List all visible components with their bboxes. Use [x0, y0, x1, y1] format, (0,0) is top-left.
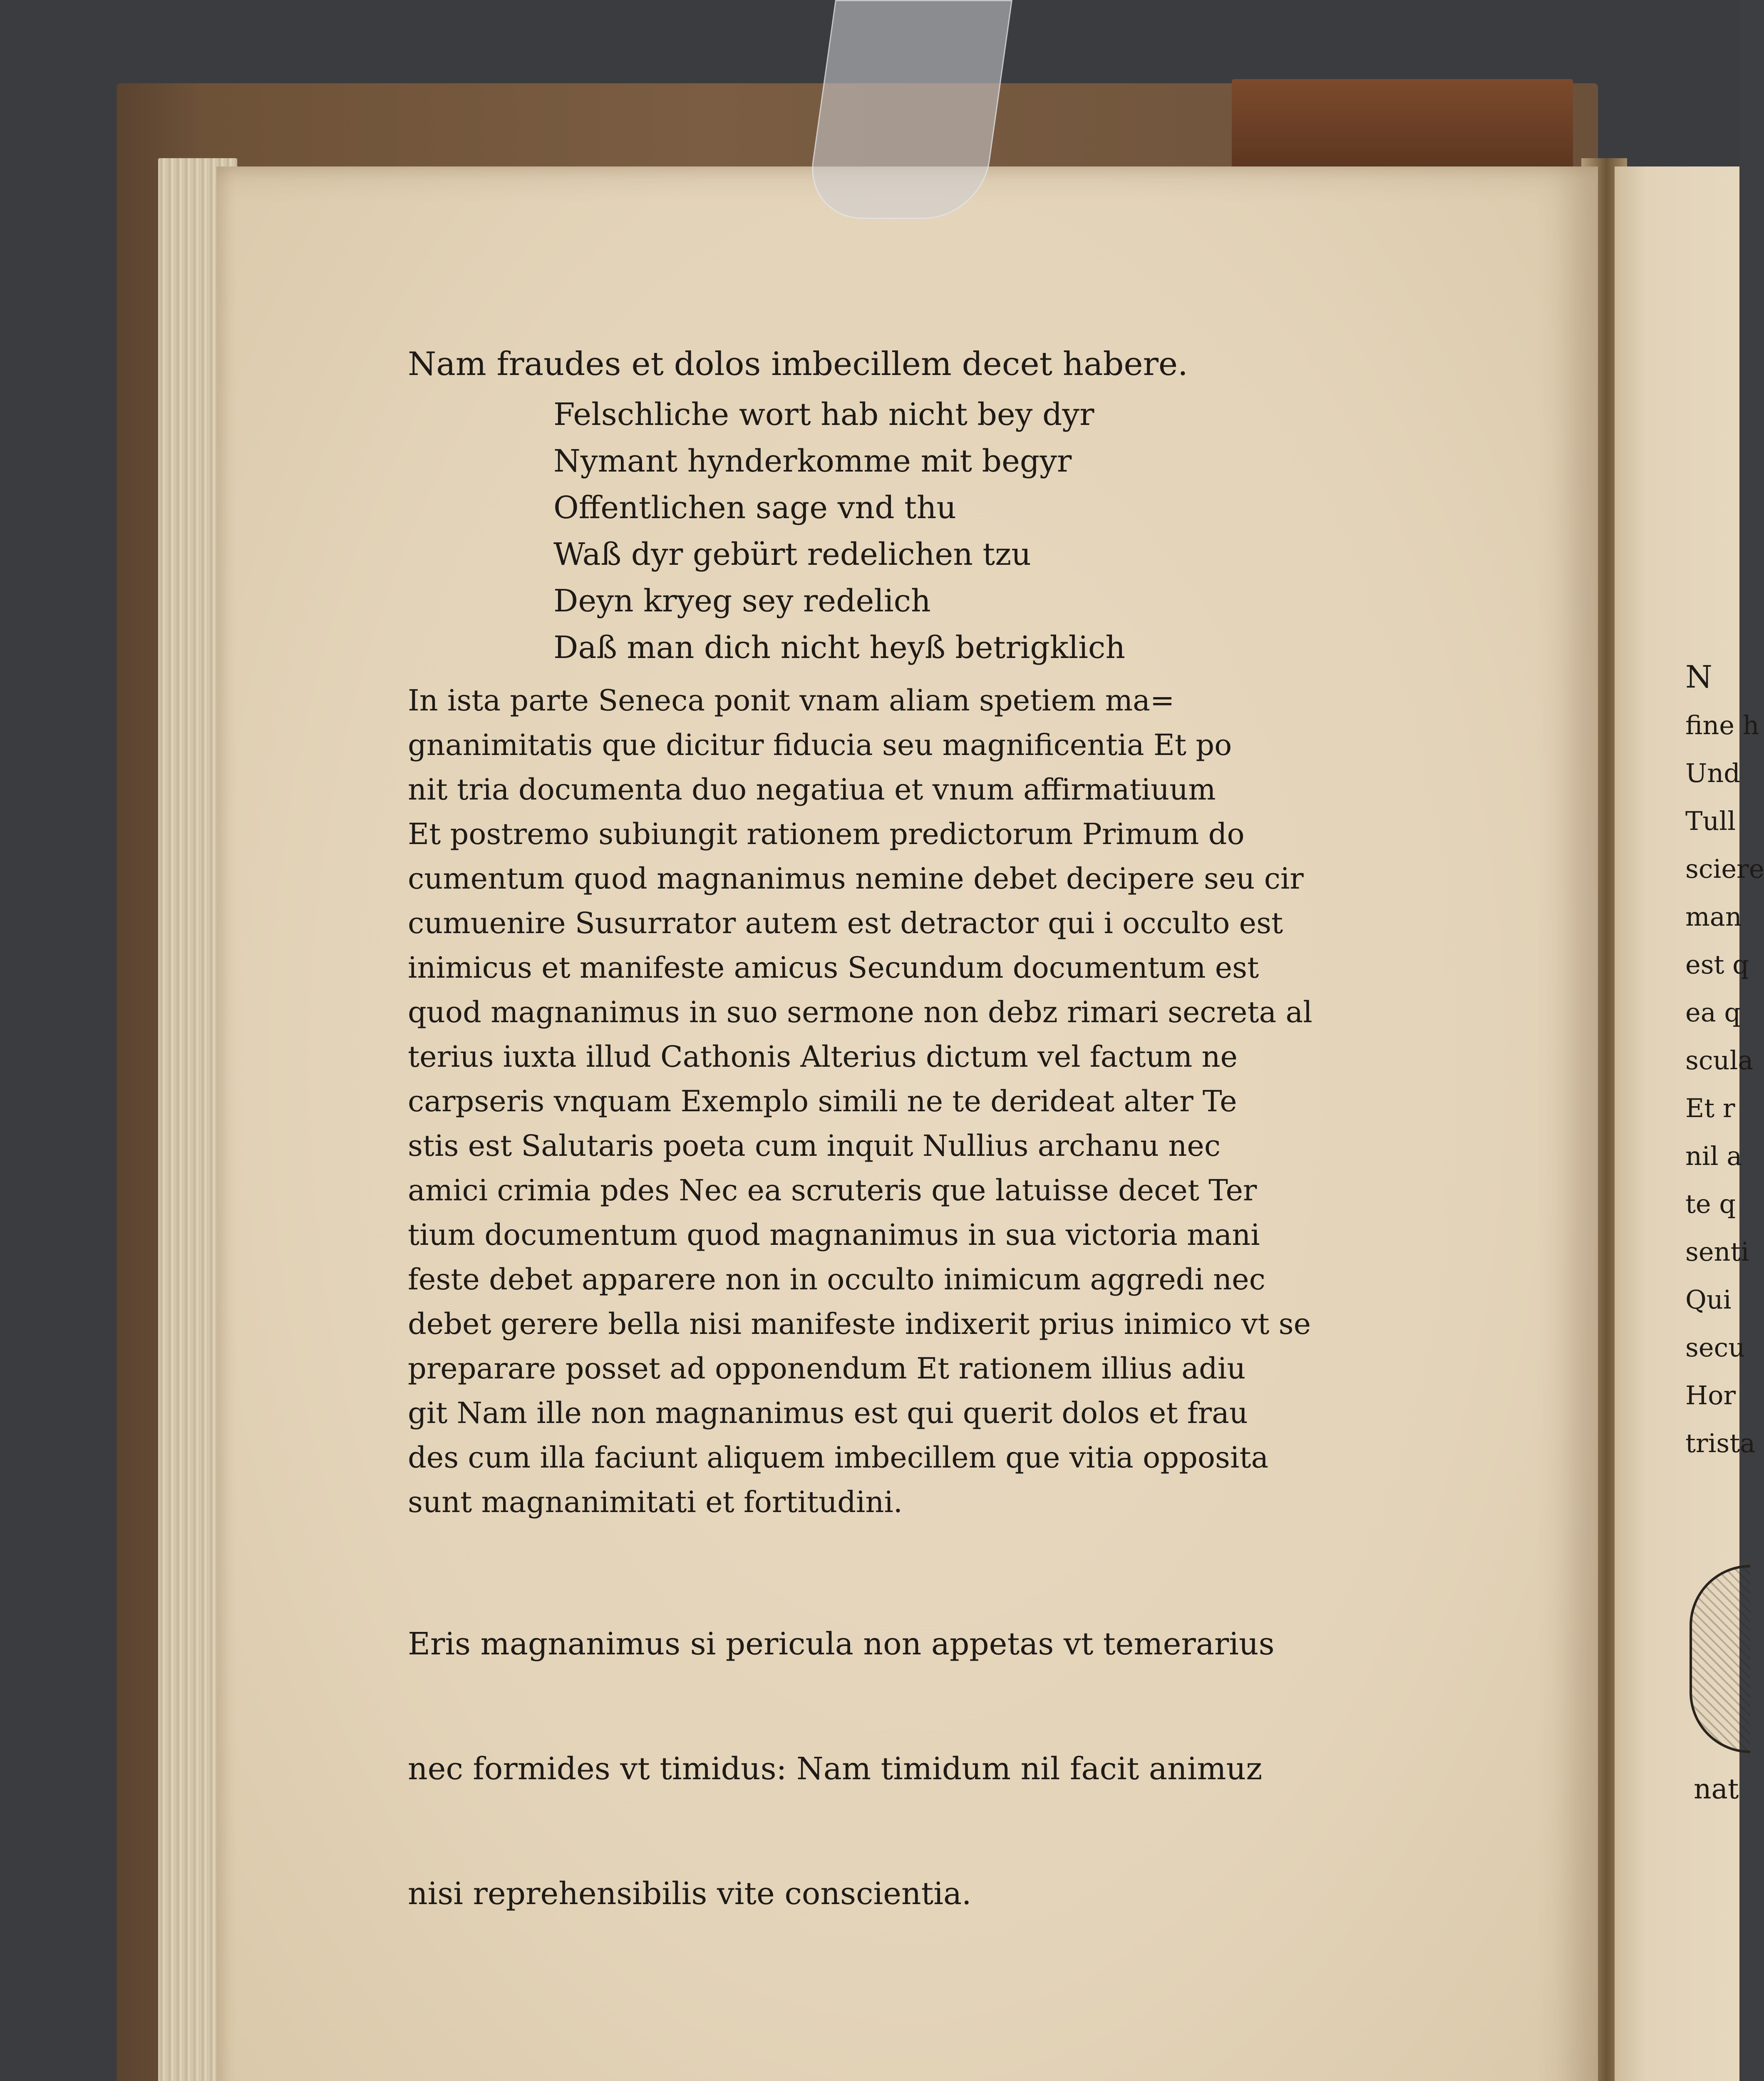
closing-maxim	[408, 1582, 1275, 1956]
commentary-line: inimicus et manifeste amicus Secundum documentum est	[408, 951, 1259, 985]
verse-line: Waß dyr gebürt redelichen tzu	[553, 536, 1031, 572]
facing-line: ea q	[1685, 997, 1741, 1028]
commentary-paragraph	[408, 678, 1312, 1525]
commentary-line: cumuenire Susurrator autem est detractor qui i occulto est	[408, 906, 1283, 940]
commentary-line: sunt magnanimitati et fortitudini.	[408, 1485, 903, 1519]
facing-line: N	[1685, 659, 1712, 695]
opening-line: Nam fraudes et dolos imbecillem decet habere.	[408, 345, 1188, 383]
commentary-line: tium documentum quod magnanimus in sua victoria mani	[408, 1218, 1260, 1252]
commentary-line: nit tria documenta duo negatiua et vnum affirmatiuum	[408, 772, 1216, 807]
verse-line: Daß man dich nicht heyß betrigklich	[553, 630, 1126, 666]
decorated-initial	[1690, 1565, 1750, 1753]
facing-line: Hor	[1685, 1380, 1736, 1411]
facing-page-text	[1685, 653, 1764, 1467]
commentary-line: amici crimia pdes Nec ea scruteris que latuisse decet Ter	[408, 1173, 1257, 1207]
verse-line: Nymant hynderkomme mit begyr	[553, 443, 1072, 479]
facing-line: scula	[1685, 1045, 1754, 1075]
facing-line: nil a	[1685, 1141, 1742, 1171]
closing-line: Eris magnanimus si pericula non appetas vt temerarius	[408, 1626, 1275, 1662]
facing-line: Qui	[1685, 1284, 1732, 1315]
commentary-line: quod magnanimus in suo sermone non debz rimari secreta al	[408, 995, 1312, 1029]
facing-line: te q	[1685, 1189, 1736, 1219]
book-spine-top	[1232, 79, 1573, 175]
german-verse	[553, 391, 1125, 671]
facing-line: secu	[1685, 1332, 1745, 1363]
facing-line: Tull	[1685, 806, 1736, 836]
closing-line: nisi reprehensibilis vite conscientia.	[408, 1876, 972, 1912]
facing-line: fine h	[1685, 710, 1759, 740]
commentary-line: stis est Salutaris poeta cum inquit Nullius archanu nec	[408, 1129, 1221, 1163]
commentary-line: cumentum quod magnanimus nemine debet decipere seu cir	[408, 862, 1304, 896]
commentary-line: In ista parte Seneca ponit vnam aliam spetiem ma=	[408, 683, 1175, 718]
facing-line: Et r	[1685, 1093, 1735, 1123]
commentary-line: feste debet apparere non in occulto inimicum aggredi nec	[408, 1262, 1265, 1296]
commentary-line: carpseris vnquam Exemplo simili ne te derideat alter Te	[408, 1084, 1237, 1118]
verse-line: Offentlichen sage vnd thu	[553, 490, 957, 526]
verse-line: Deyn kryeg sey redelich	[553, 583, 931, 619]
commentary-line: debet gerere bella nisi manifeste indixerit prius inimico vt se	[408, 1307, 1311, 1341]
facing-bottom-text: nat	[1694, 1773, 1739, 1805]
commentary-line: terius iuxta illud Cathonis Alterius dictum vel factum ne	[408, 1040, 1238, 1074]
facing-line: Und	[1685, 758, 1740, 788]
commentary-line: git Nam ille non magnanimus est qui querit dolos et frau	[408, 1396, 1248, 1430]
commentary-line: preparare posset ad opponendum Et rationem illius adiu	[408, 1351, 1246, 1386]
facing-line: est q	[1685, 949, 1749, 980]
facing-line: sciere	[1685, 854, 1764, 884]
verse-line: Felschliche wort hab nicht bey dyr	[553, 397, 1094, 432]
facing-line: man	[1685, 901, 1742, 932]
commentary-line: Et postremo subiungit rationem predictorum Primum do	[408, 817, 1245, 851]
commentary-line: des cum illa faciunt aliquem imbecillem que vitia opposita	[408, 1440, 1269, 1475]
facing-line: trista	[1685, 1428, 1756, 1458]
closing-line: nec formides vt timidus: Nam timidum nil facit animuz	[408, 1751, 1263, 1787]
commentary-line: gnanimitatis que dicitur fiducia seu magnificentia Et po	[408, 728, 1232, 762]
facing-line: senti	[1685, 1237, 1749, 1267]
